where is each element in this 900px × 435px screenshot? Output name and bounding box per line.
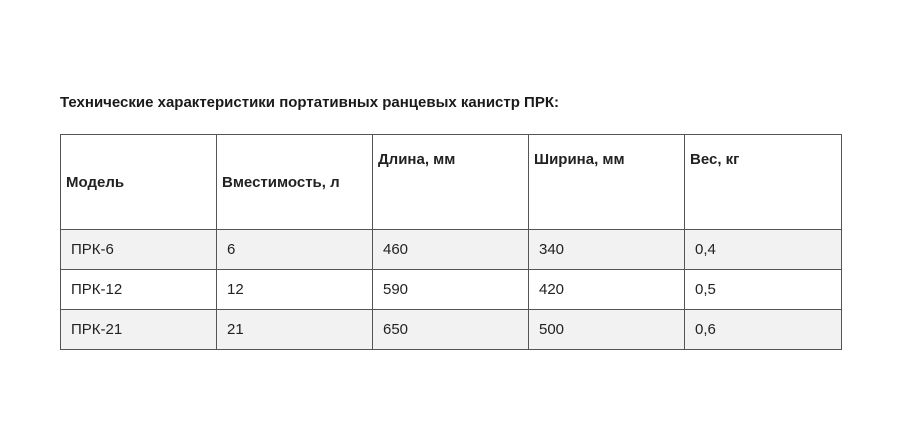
table-row (61, 310, 842, 350)
cell-weight: 0,6 (685, 310, 842, 350)
cell-width: 340 (529, 230, 685, 270)
cell-weight: 0,4 (685, 230, 842, 270)
cell-weight: 0,5 (685, 270, 842, 310)
header-weight: Вес, кг (685, 135, 842, 230)
cell-length: 460 (373, 230, 529, 270)
cell-model: ПРК-12 (61, 270, 217, 310)
header-model: Модель (61, 135, 217, 230)
cell-length: 590 (373, 270, 529, 310)
table-title: Технические характеристики портативных ранцевых канистр ПРК: (60, 94, 559, 111)
specs-table (60, 134, 842, 350)
table-body (61, 230, 842, 350)
cell-capacity: 12 (217, 270, 373, 310)
header-row (61, 135, 842, 230)
cell-length: 650 (373, 310, 529, 350)
cell-width: 500 (529, 310, 685, 350)
cell-width: 420 (529, 270, 685, 310)
cell-capacity: 21 (217, 310, 373, 350)
table-header (61, 135, 842, 230)
cell-model: ПРК-6 (61, 230, 217, 270)
table-row (61, 230, 842, 270)
header-length: Длина, мм (373, 135, 529, 230)
header-width: Ширина, мм (529, 135, 685, 230)
header-capacity: Вместимость, л (217, 135, 373, 230)
cell-model: ПРК-21 (61, 310, 217, 350)
cell-capacity: 6 (217, 230, 373, 270)
table-row (61, 270, 842, 310)
